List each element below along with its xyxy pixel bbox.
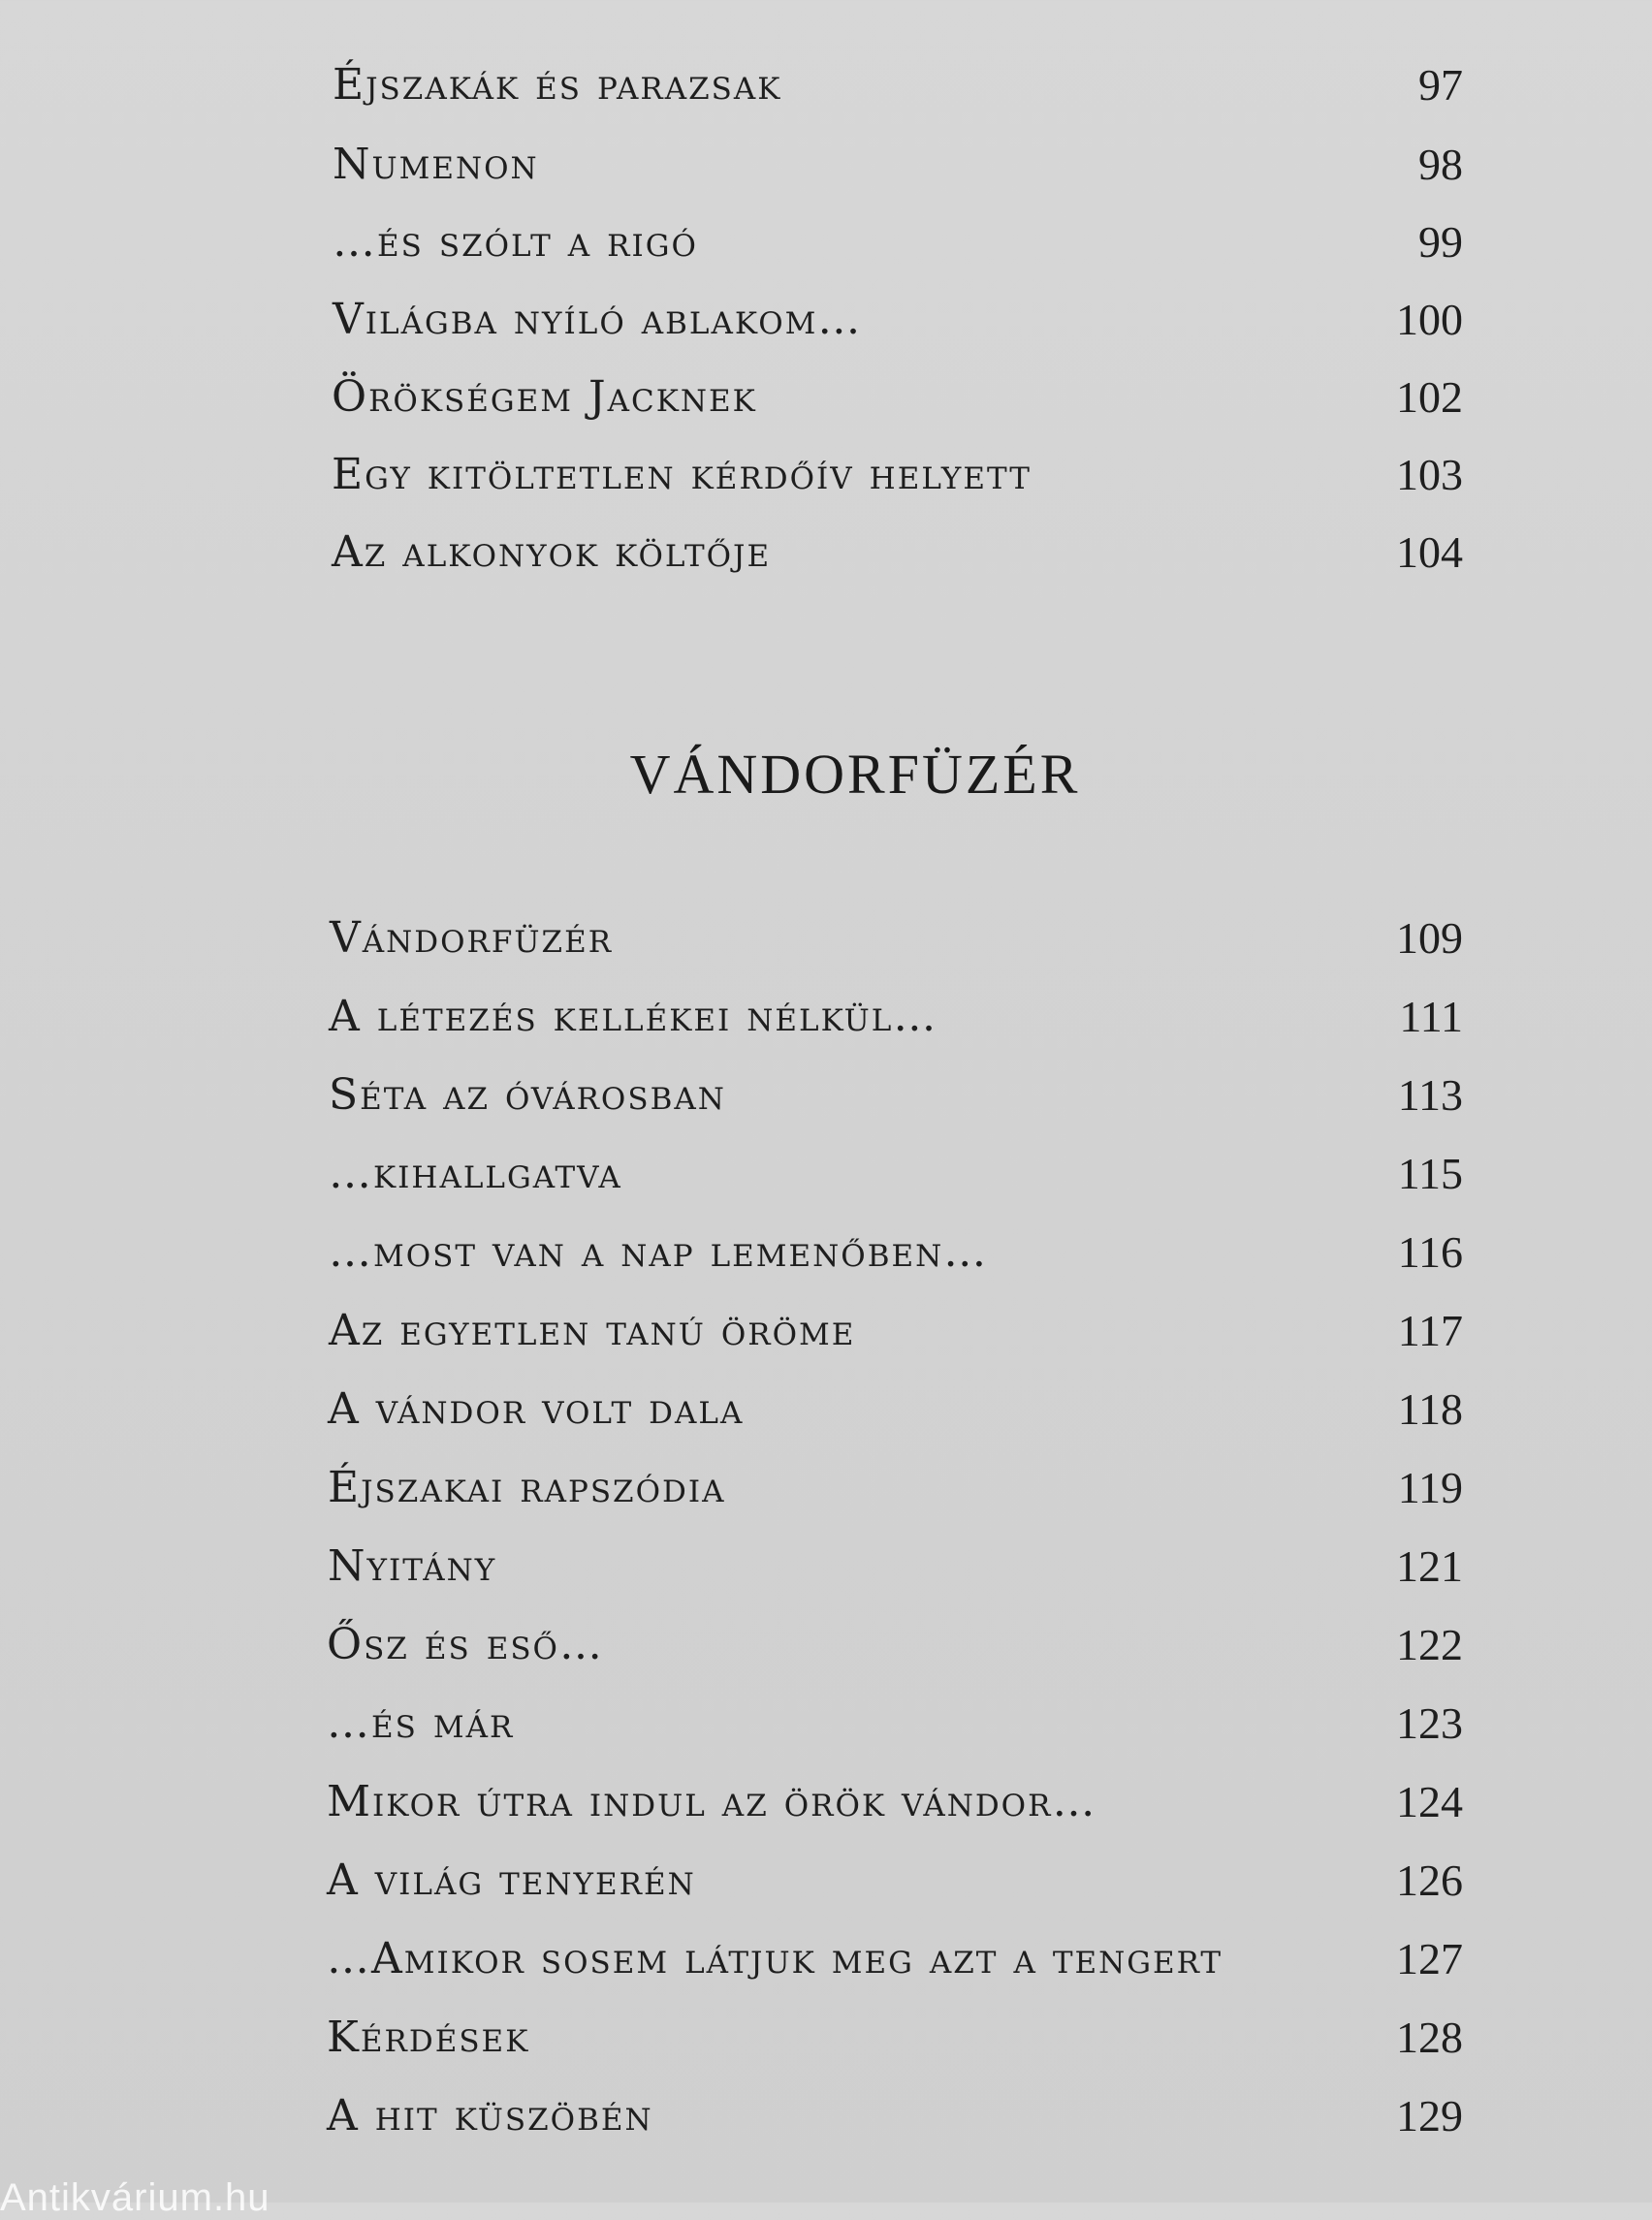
toc-entry-page: 103 bbox=[1396, 450, 1463, 499]
toc-entry-title: Éjszakák és parazsak bbox=[333, 60, 782, 110]
toc-entry-title: A vándor volt dala bbox=[328, 1384, 745, 1434]
toc-entry-title: …most van a nap lemenőben… bbox=[329, 1227, 989, 1277]
toc-entry bbox=[0, 1852, 1652, 1910]
toc-entry bbox=[0, 291, 1652, 349]
toc-entry bbox=[0, 909, 1652, 967]
toc-entry-title: …Amikor sosem látjuk meg azt a tengert bbox=[327, 1934, 1223, 1983]
toc-entry-page: 127 bbox=[1396, 1934, 1463, 1983]
toc-entry-page: 118 bbox=[1397, 1384, 1463, 1434]
toc-entry bbox=[0, 1380, 1652, 1439]
toc-entry-title: A hit küszöbén bbox=[327, 2091, 653, 2141]
toc-entry-title: Kérdések bbox=[327, 2013, 530, 2062]
toc-entry-title: Az alkonyok költője bbox=[332, 527, 772, 577]
toc-entry bbox=[0, 136, 1652, 194]
toc-entry bbox=[0, 1302, 1652, 1360]
toc-entry bbox=[0, 1930, 1652, 1988]
toc-entry-page: 115 bbox=[1397, 1149, 1463, 1198]
toc-entry-page: 98 bbox=[1418, 140, 1463, 189]
toc-entry bbox=[0, 988, 1652, 1046]
toc-entry-page: 128 bbox=[1396, 2013, 1463, 2062]
toc-entry bbox=[0, 1066, 1652, 1125]
toc-entry bbox=[0, 2087, 1652, 2145]
toc-entry-page: 122 bbox=[1396, 1620, 1463, 1669]
toc-entry bbox=[0, 523, 1652, 582]
toc-entry-title: A létezés kellékei nélkül… bbox=[329, 992, 938, 1041]
toc-entry-title: …kihallgatva bbox=[329, 1149, 622, 1198]
toc-entry-page: 121 bbox=[1396, 1541, 1463, 1591]
toc-entry-page: 126 bbox=[1396, 1855, 1463, 1905]
toc-entry-page: 123 bbox=[1396, 1698, 1463, 1748]
toc-entry-title: …és már bbox=[327, 1698, 515, 1748]
toc-entry-page: 100 bbox=[1396, 295, 1463, 344]
toc-entry-page: 111 bbox=[1399, 992, 1463, 1041]
toc-entry-page: 113 bbox=[1397, 1070, 1463, 1120]
section-heading: VÁNDORFÜZÉR bbox=[629, 743, 1081, 806]
toc-entry-title: A világ tenyerén bbox=[327, 1855, 696, 1905]
toc-entry-page: 129 bbox=[1396, 2091, 1463, 2141]
toc-entry bbox=[0, 1223, 1652, 1282]
toc-entry-page: 109 bbox=[1396, 913, 1463, 963]
toc-entry-title: Numenon bbox=[333, 140, 539, 189]
toc-entry bbox=[0, 1695, 1652, 1753]
toc-entry bbox=[0, 1616, 1652, 1674]
toc-entry bbox=[0, 56, 1652, 114]
toc-entry bbox=[0, 1145, 1652, 1203]
toc-entry-title: …és szólt a rigó bbox=[333, 217, 698, 267]
toc-entry-page: 102 bbox=[1396, 372, 1463, 422]
toc-entry-page: 119 bbox=[1397, 1463, 1463, 1512]
toc-entry-title: Egy kitöltetlen kérdőív helyett bbox=[332, 450, 1032, 499]
toc-entry-page: 116 bbox=[1397, 1227, 1463, 1277]
toc-entry-title: Vándorfüzér bbox=[330, 913, 614, 963]
toc-entry bbox=[0, 1538, 1652, 1596]
toc-entry bbox=[0, 213, 1652, 271]
toc-entry-page: 97 bbox=[1418, 60, 1463, 110]
toc-entry-title: Örökségem Jacknek bbox=[332, 372, 757, 422]
toc-entry bbox=[0, 1773, 1652, 1831]
toc-entry-title: Ősz és eső… bbox=[327, 1620, 604, 1669]
toc-entry-title: Éjszakai rapszódia bbox=[328, 1463, 726, 1512]
toc-entry-title: Séta az óvárosban bbox=[329, 1070, 726, 1120]
toc-entry-title: Világba nyíló ablakom… bbox=[333, 295, 863, 344]
toc-entry bbox=[0, 368, 1652, 427]
toc-entry-page: 99 bbox=[1418, 217, 1463, 267]
toc-entry-page: 117 bbox=[1397, 1306, 1463, 1355]
toc-entry-title: Mikor útra indul az örök vándor… bbox=[327, 1777, 1097, 1826]
toc-entry bbox=[0, 2009, 1652, 2067]
toc-entry-title: Az egyetlen tanú öröme bbox=[329, 1306, 856, 1355]
toc-entry bbox=[0, 1459, 1652, 1517]
toc-entry-page: 124 bbox=[1396, 1777, 1463, 1826]
toc-entry bbox=[0, 446, 1652, 504]
watermark: Antikvárium.hu bbox=[0, 2176, 270, 2219]
toc-entry-page: 104 bbox=[1396, 527, 1463, 577]
toc-entry-title: Nyitány bbox=[328, 1541, 497, 1591]
